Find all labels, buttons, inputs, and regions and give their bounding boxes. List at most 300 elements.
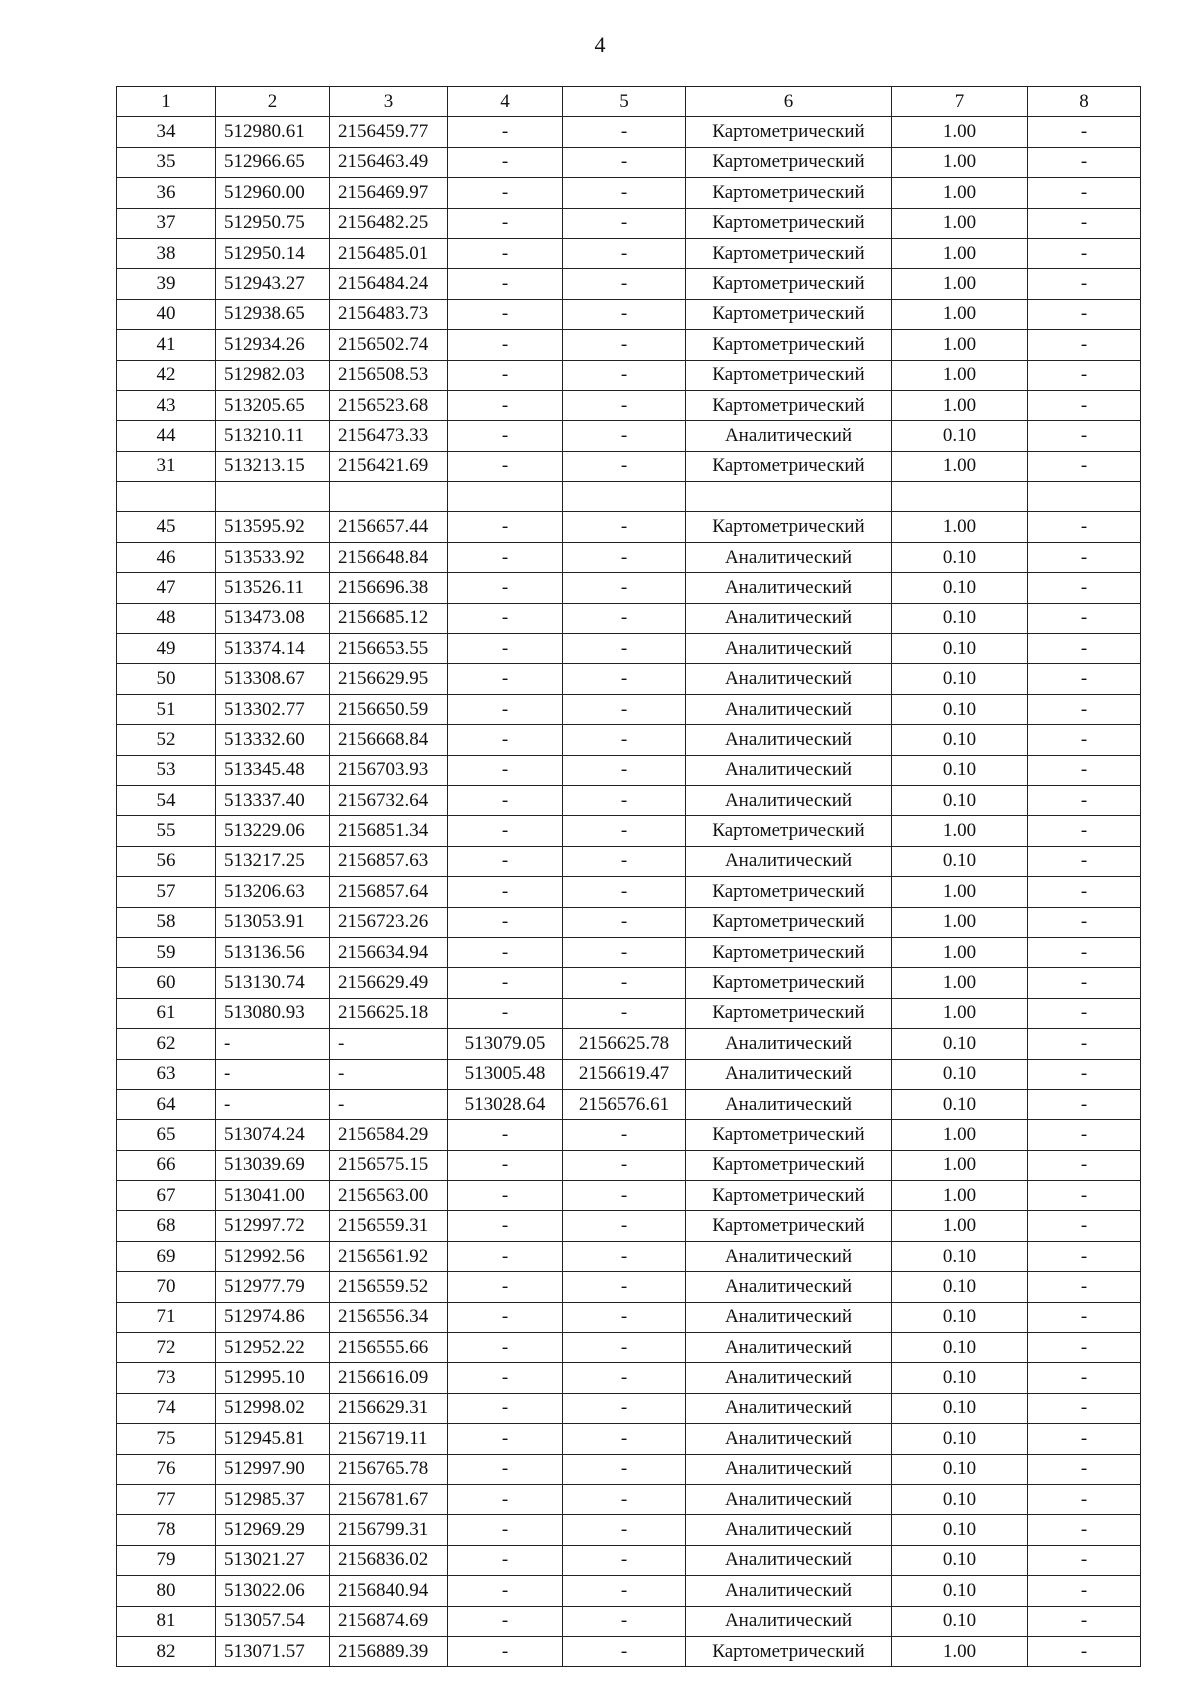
table-cell: 0.10 [892,1272,1028,1302]
table-cell: 1.00 [892,451,1028,481]
table-row [117,664,1141,694]
table-cell: Картометрический [686,208,892,238]
table-cell: 0.10 [892,634,1028,664]
table-cell: 2156502.74 [330,330,448,360]
table-cell: 513210.11 [216,421,330,451]
table-cell: 56 [117,846,216,876]
table-cell: 42 [117,360,216,390]
table-cell: Картометрический [686,937,892,967]
table-cell: 38 [117,238,216,268]
table-cell: 74 [117,1393,216,1423]
table-cell: 2156653.55 [330,634,448,664]
table-cell: 70 [117,1272,216,1302]
table-row [117,1545,1141,1575]
table-cell: 512992.56 [216,1241,330,1271]
table-cell: 512952.22 [216,1333,330,1363]
table-cell: 44 [117,421,216,451]
table-cell: - [1028,117,1141,147]
table-cell: Аналитический [686,1393,892,1423]
coordinates-table [116,86,1141,1667]
table-cell: - [448,603,563,633]
table-cell: - [1028,634,1141,664]
table-cell: 1.00 [892,390,1028,420]
table-row [117,208,1141,238]
table-cell: 36 [117,178,216,208]
table-cell: 0.10 [892,542,1028,572]
table-cell: - [1028,907,1141,937]
table-cell: 2156625.18 [330,998,448,1028]
table-cell: - [1028,1576,1141,1606]
table-cell: - [448,542,563,572]
table-cell: - [1028,816,1141,846]
table-cell [117,482,216,512]
table-cell: - [563,1211,686,1241]
table-row [117,1606,1141,1636]
table-cell: 78 [117,1515,216,1545]
table-cell: - [563,1636,686,1666]
table-cell: - [1028,937,1141,967]
table-cell: 2156563.00 [330,1181,448,1211]
table-row [117,238,1141,268]
table-cell: 2156629.31 [330,1393,448,1423]
column-header: 6 [686,87,892,117]
table-header-row [117,87,1141,117]
table-cell: 49 [117,634,216,664]
table-cell: 63 [117,1059,216,1089]
table-cell: - [1028,1484,1141,1514]
table-cell: - [1028,1150,1141,1180]
table-cell: - [563,1120,686,1150]
table-cell: 2156857.64 [330,877,448,907]
table-cell: - [563,603,686,633]
table-cell: - [1028,147,1141,177]
table-row [117,1181,1141,1211]
table-cell: - [1028,208,1141,238]
table-cell: 2156685.12 [330,603,448,633]
table-row [117,1029,1141,1059]
table-cell: 512997.72 [216,1211,330,1241]
table-cell: - [1028,1181,1141,1211]
table-cell: - [448,877,563,907]
table-row [117,269,1141,299]
table-cell: Картометрический [686,238,892,268]
table-cell: - [330,1089,448,1119]
table-row [117,147,1141,177]
table-cell: 0.10 [892,1302,1028,1332]
table-cell: 34 [117,117,216,147]
table-cell: 2156575.15 [330,1150,448,1180]
table-cell: - [1028,238,1141,268]
table-cell: 512945.81 [216,1424,330,1454]
table-row [117,1515,1141,1545]
table-cell: 65 [117,1120,216,1150]
table-row [117,846,1141,876]
table-cell: Картометрический [686,1150,892,1180]
table-cell: - [448,178,563,208]
table-cell: 513041.00 [216,1181,330,1211]
table-cell: - [1028,1636,1141,1666]
table-cell: - [563,147,686,177]
table-cell: 2156765.78 [330,1454,448,1484]
table-cell: Аналитический [686,1515,892,1545]
table-cell: Картометрический [686,360,892,390]
table-cell: 513473.08 [216,603,330,633]
table-cell: - [1028,178,1141,208]
table-cell: - [563,1333,686,1363]
table-cell: 512966.65 [216,147,330,177]
table-cell: 35 [117,147,216,177]
table-cell: - [563,725,686,755]
table-cell: 1.00 [892,238,1028,268]
table-cell: 513205.65 [216,390,330,420]
table-cell: - [563,816,686,846]
table-cell: 0.10 [892,1545,1028,1575]
table-cell: - [563,755,686,785]
table-cell: - [1028,877,1141,907]
table-cell: - [448,1150,563,1180]
table-cell: - [563,178,686,208]
table-cell: 46 [117,542,216,572]
table-cell: 0.10 [892,755,1028,785]
table-cell: - [448,421,563,451]
table-cell: - [563,1241,686,1271]
table-cell: 512977.79 [216,1272,330,1302]
table-row [117,1302,1141,1332]
table-cell: - [1028,390,1141,420]
table-cell: 1.00 [892,1636,1028,1666]
table-cell: - [448,1211,563,1241]
table-cell: - [1028,1272,1141,1302]
table-cell: - [1028,573,1141,603]
table-cell: 513533.92 [216,542,330,572]
table-cell: - [448,1241,563,1271]
table-cell: - [330,1059,448,1089]
table-cell: 0.10 [892,1424,1028,1454]
table-cell: 512998.02 [216,1393,330,1423]
table-cell: 1.00 [892,937,1028,967]
table-cell: 512938.65 [216,299,330,329]
table-cell: 37 [117,208,216,238]
table-cell: - [563,694,686,724]
table-cell: - [448,1181,563,1211]
table-cell: 512997.90 [216,1454,330,1484]
table-cell [448,482,563,512]
table-cell: 1.00 [892,816,1028,846]
table-cell: - [1028,269,1141,299]
table-cell: - [1028,1515,1141,1545]
table-cell: - [1028,1333,1141,1363]
table-cell: 2156799.31 [330,1515,448,1545]
table-cell: 45 [117,512,216,542]
table-row [117,542,1141,572]
table-row [117,998,1141,1028]
table-cell: 2156650.59 [330,694,448,724]
table-cell: 0.10 [892,1576,1028,1606]
table-cell: - [216,1089,330,1119]
table-cell: Аналитический [686,1363,892,1393]
table-cell: Аналитический [686,1576,892,1606]
table-cell: 76 [117,1454,216,1484]
table-cell: - [1028,846,1141,876]
table-row [117,1424,1141,1454]
table-row [117,482,1141,512]
table-row [117,877,1141,907]
table-cell: 2156559.52 [330,1272,448,1302]
column-header: 7 [892,87,1028,117]
table-cell: - [1028,1545,1141,1575]
table-row [117,512,1141,542]
table-cell: - [563,1272,686,1302]
table-cell: 513302.77 [216,694,330,724]
table-row [117,1363,1141,1393]
table-cell: 513021.27 [216,1545,330,1575]
table-cell: Аналитический [686,1606,892,1636]
table-cell: 0.10 [892,785,1028,815]
table-cell: - [563,1545,686,1575]
table-row [117,725,1141,755]
table-cell: 513053.91 [216,907,330,937]
table-cell: - [1028,664,1141,694]
table-cell: Аналитический [686,1059,892,1089]
table-cell: - [563,877,686,907]
table-cell: 513229.06 [216,816,330,846]
column-header: 2 [216,87,330,117]
table-row [117,1333,1141,1363]
table-cell: - [448,147,563,177]
table-cell: 512969.29 [216,1515,330,1545]
table-cell: 513074.24 [216,1120,330,1150]
table-row [117,1576,1141,1606]
table-cell: 68 [117,1211,216,1241]
table-cell: - [448,998,563,1028]
table-cell: 51 [117,694,216,724]
table-cell [216,482,330,512]
table-cell: 1.00 [892,1120,1028,1150]
table-cell: - [448,1454,563,1484]
table-cell: Аналитический [686,1241,892,1271]
table-cell: - [563,117,686,147]
table-cell: - [448,1576,563,1606]
table-cell: Картометрический [686,1181,892,1211]
table-cell: 2156584.29 [330,1120,448,1150]
table-cell: 513080.93 [216,998,330,1028]
table-cell: - [1028,542,1141,572]
table-row [117,634,1141,664]
table-cell [563,482,686,512]
table-cell: 2156625.78 [563,1029,686,1059]
table-cell: Картометрический [686,330,892,360]
table-cell: 47 [117,573,216,603]
table-cell: 1.00 [892,512,1028,542]
table-cell: - [216,1029,330,1059]
table-cell: Аналитический [686,1424,892,1454]
table-cell: 513022.06 [216,1576,330,1606]
table-cell: - [563,512,686,542]
table-cell: 82 [117,1636,216,1666]
table-cell: 1.00 [892,907,1028,937]
table-row [117,390,1141,420]
table-cell: 69 [117,1241,216,1271]
table-cell: - [448,634,563,664]
table-row [117,968,1141,998]
table-row [117,299,1141,329]
table-cell: 1.00 [892,208,1028,238]
table-cell: - [448,907,563,937]
table-cell: 52 [117,725,216,755]
table-cell: Картометрический [686,1120,892,1150]
table-cell: - [1028,785,1141,815]
table-cell: 0.10 [892,1059,1028,1089]
table-cell: 1.00 [892,117,1028,147]
table-cell: 0.10 [892,846,1028,876]
table-cell: Картометрический [686,269,892,299]
table-row [117,1089,1141,1119]
table-cell: 80 [117,1576,216,1606]
table-cell: 513130.74 [216,968,330,998]
table-cell: 61 [117,998,216,1028]
table-row [117,1636,1141,1666]
table-cell: - [448,785,563,815]
table-cell: 39 [117,269,216,299]
table-cell: 0.10 [892,725,1028,755]
table-cell: - [448,512,563,542]
table-cell: - [1028,360,1141,390]
table-row [117,755,1141,785]
table-cell: Картометрический [686,117,892,147]
table-row [117,1211,1141,1241]
table-cell: 513337.40 [216,785,330,815]
table-cell: 2156629.95 [330,664,448,694]
table-row [117,178,1141,208]
table-cell: Аналитический [686,1029,892,1059]
table-cell: 512960.00 [216,178,330,208]
table-cell: Аналитический [686,1333,892,1363]
table-row [117,451,1141,481]
table-cell: 513057.54 [216,1606,330,1636]
table-cell: 1.00 [892,1181,1028,1211]
table-cell: 2156576.61 [563,1089,686,1119]
table-cell: 60 [117,968,216,998]
table-cell: 2156485.01 [330,238,448,268]
column-header: 4 [448,87,563,117]
table-cell: - [563,542,686,572]
table-cell: 43 [117,390,216,420]
table-cell: 513526.11 [216,573,330,603]
table-cell: - [448,1515,563,1545]
table-cell: - [448,390,563,420]
table-cell: 513217.25 [216,846,330,876]
table-cell: 0.10 [892,1363,1028,1393]
table-cell: - [448,1302,563,1332]
table-cell: 2156836.02 [330,1545,448,1575]
table-cell [330,482,448,512]
table-cell: - [1028,421,1141,451]
table-cell: - [448,299,563,329]
table-cell: 512943.27 [216,269,330,299]
table-cell: - [448,664,563,694]
table-cell: - [448,1424,563,1454]
table-cell: - [1028,1211,1141,1241]
table-cell: - [448,846,563,876]
table-cell: 2156703.93 [330,755,448,785]
table-cell: 512980.61 [216,117,330,147]
table-cell: Аналитический [686,1545,892,1575]
table-cell: 2156616.09 [330,1363,448,1393]
table-cell: 0.10 [892,1089,1028,1119]
table-cell: 513079.05 [448,1029,563,1059]
table-cell: 2156463.49 [330,147,448,177]
table-cell: - [1028,755,1141,785]
table-cell: - [563,1454,686,1484]
table-cell: 1.00 [892,1150,1028,1180]
table-cell: 2156561.92 [330,1241,448,1271]
table-cell: 0.10 [892,1029,1028,1059]
table-cell: Картометрический [686,816,892,846]
table-row [117,330,1141,360]
table-cell: - [330,1029,448,1059]
table-row [117,1484,1141,1514]
table-cell: - [563,573,686,603]
table-cell: 512985.37 [216,1484,330,1514]
table-cell: 54 [117,785,216,815]
table-cell: Аналитический [686,1302,892,1332]
table-cell: 31 [117,451,216,481]
table-cell: 79 [117,1545,216,1575]
table-cell: 72 [117,1333,216,1363]
table-cell: - [448,238,563,268]
table-cell: - [563,1150,686,1180]
page-number: 4 [594,32,606,57]
table-cell: 58 [117,907,216,937]
table-cell: 2156484.24 [330,269,448,299]
table-cell: - [1028,1606,1141,1636]
table-cell: Аналитический [686,694,892,724]
table-cell: - [448,573,563,603]
table-cell: 59 [117,937,216,967]
table-cell: 2156508.53 [330,360,448,390]
table-cell: 2156857.63 [330,846,448,876]
table-cell: 2156629.49 [330,968,448,998]
table-cell: Картометрический [686,512,892,542]
table-cell: - [1028,694,1141,724]
table-cell: - [563,421,686,451]
table-cell: 512934.26 [216,330,330,360]
table-cell: - [563,907,686,937]
table-cell: 2156723.26 [330,907,448,937]
table-cell: - [563,1484,686,1514]
table-row [117,816,1141,846]
table-cell: 64 [117,1089,216,1119]
table-cell: - [563,390,686,420]
table-row [117,1393,1141,1423]
table-cell: - [563,1515,686,1545]
table-cell: 0.10 [892,664,1028,694]
table-cell: - [563,330,686,360]
table-row [117,360,1141,390]
table-cell: - [448,968,563,998]
table-cell: 513345.48 [216,755,330,785]
table-cell [686,482,892,512]
table-cell: 1.00 [892,178,1028,208]
table-cell: - [563,664,686,694]
table-cell: 2156559.31 [330,1211,448,1241]
table-cell: - [448,694,563,724]
table-cell: 67 [117,1181,216,1211]
table-cell: 53 [117,755,216,785]
table-cell: - [216,1059,330,1089]
table-cell: Картометрический [686,390,892,420]
table-cell: - [1028,451,1141,481]
